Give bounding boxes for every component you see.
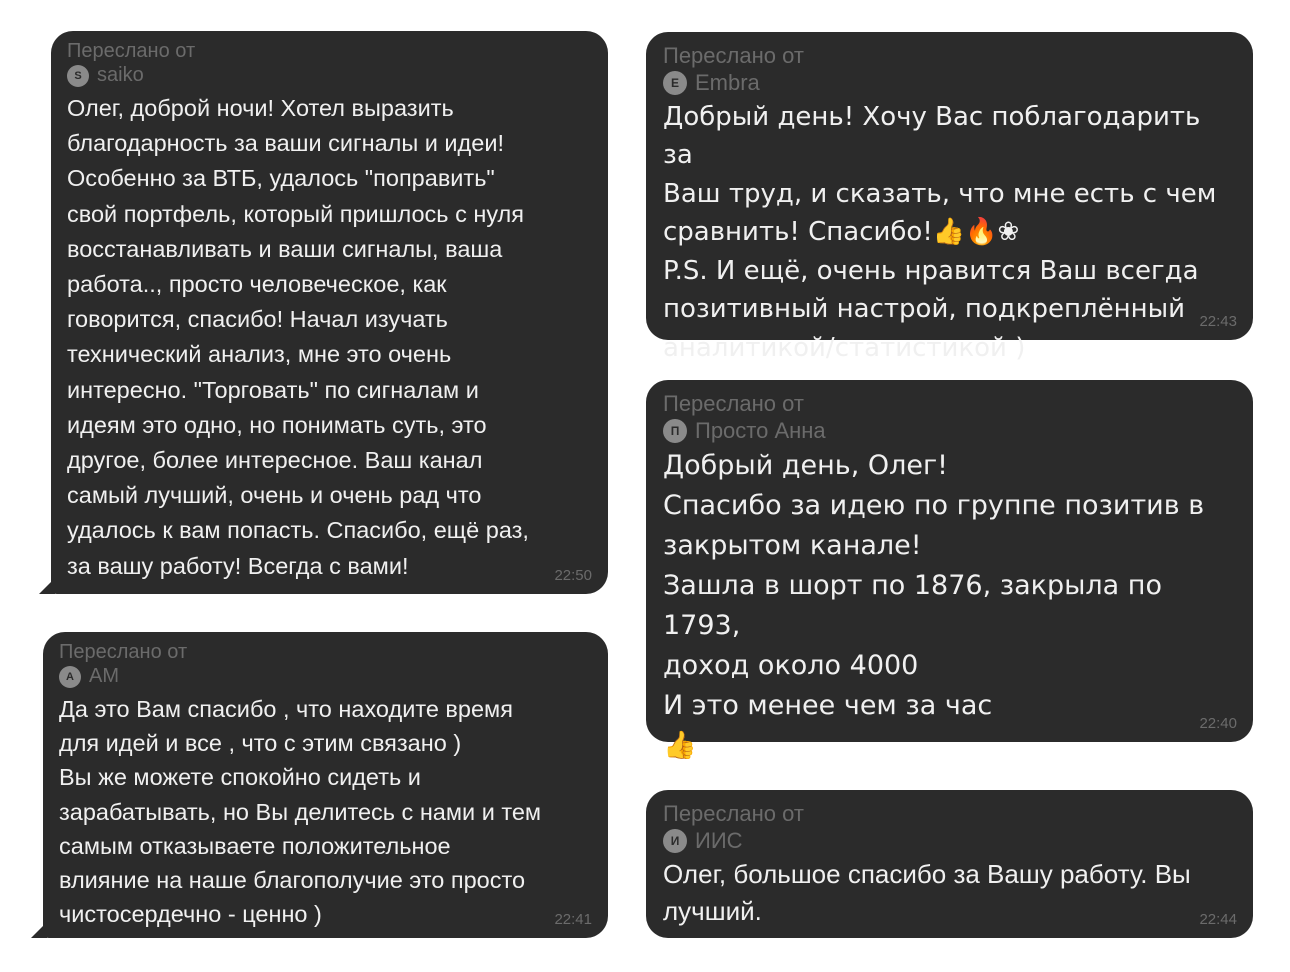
bubble-tail: [31, 922, 47, 938]
message-text: Да это Вам спасибо , что находите время для идей и все , что с этим связано ) Вы же можете спокойно сидеть и зарабатывать, но Вы делитесь с нами и тем самым отказываете положительное влияние на наше благополучие это просто чистосердечно - ценно ): [59, 696, 542, 928]
author-avatar: E: [663, 71, 687, 95]
message-time: 22:44: [1199, 911, 1237, 928]
author-avatar: И: [663, 829, 687, 853]
author-avatar: П: [663, 419, 687, 443]
forwarded-from-label: Переслано от: [67, 40, 196, 62]
forwarded-from-label: Переслано от: [663, 43, 804, 68]
message-bubble-prosto-anna[interactable]: [646, 380, 1253, 761]
author-name: Embra: [695, 69, 760, 95]
bubble-tail: [39, 578, 55, 594]
forwarded-from-label: Переслано от: [663, 801, 804, 826]
author-name: Просто Анна: [695, 417, 826, 443]
forwarded-author[interactable]: [663, 70, 1235, 96]
author-name: AM: [89, 665, 119, 687]
message-time: 22:41: [554, 911, 592, 928]
message-bubble-am[interactable]: [43, 632, 608, 938]
message-text: Добрый день! Хочу Вас поблагодарить за Ваш труд, и сказать, что мне есть с чем сравнить! Спасибо!👍🔥❀ P.S. И ещё, очень нравится Ваш всегда позитивный настрой, подкреплённый аналитикой/статистикой ): [663, 101, 1217, 364]
author-name: ИИС: [695, 827, 743, 853]
author-avatar: A: [59, 666, 81, 688]
forwarded-author[interactable]: [67, 64, 590, 87]
author-name: saiko: [97, 64, 144, 86]
forwarded-from-label: Переслано от: [663, 391, 804, 416]
message-text: Добрый день, Олег! Спасибо за идею по группе позитив в закрытом канале! Зашла в шорт по 1876, закрыла по 1793, доход около 4000 И это менее чем за час 👍: [663, 449, 1205, 761]
forwarded-author[interactable]: [59, 665, 590, 688]
message-bubble-saiko[interactable]: [51, 31, 608, 594]
forwarded-author[interactable]: [663, 828, 1235, 854]
message-bubble-embra[interactable]: [646, 32, 1253, 364]
message-time: 22:50: [554, 567, 592, 584]
author-avatar: S: [67, 65, 89, 87]
message-text: Олег, доброй ночи! Хотел выразить благодарность за ваши сигналы и идеи! Особенно за ВТБ, удалось "поправить" свой портфель, который пришлось с нуля восстанавливать и ваши сигналы, ваша работа.., просто человеческое, как говорится, спасибо! Начал изучать технический анализ, мне это очень интересно. "Торговать" по сигналам и идеям это одно, но понимать суть, это другое, более интересное. Ваш канал самый лучший, очень и очень рад что удалось к вам попасть. Спасибо, ещё раз, за вашу работу! Всегда с вами!: [67, 95, 529, 579]
forwarded-from-label: Переслано от: [59, 641, 188, 663]
message-time: 22:43: [1199, 313, 1237, 330]
message-time: 22:40: [1199, 715, 1237, 732]
forwarded-author[interactable]: [663, 418, 1235, 444]
message-bubble-iis[interactable]: [646, 790, 1253, 938]
message-text: Олег, большое спасибо за Вашу работу. Вы лучший.: [663, 858, 1191, 926]
